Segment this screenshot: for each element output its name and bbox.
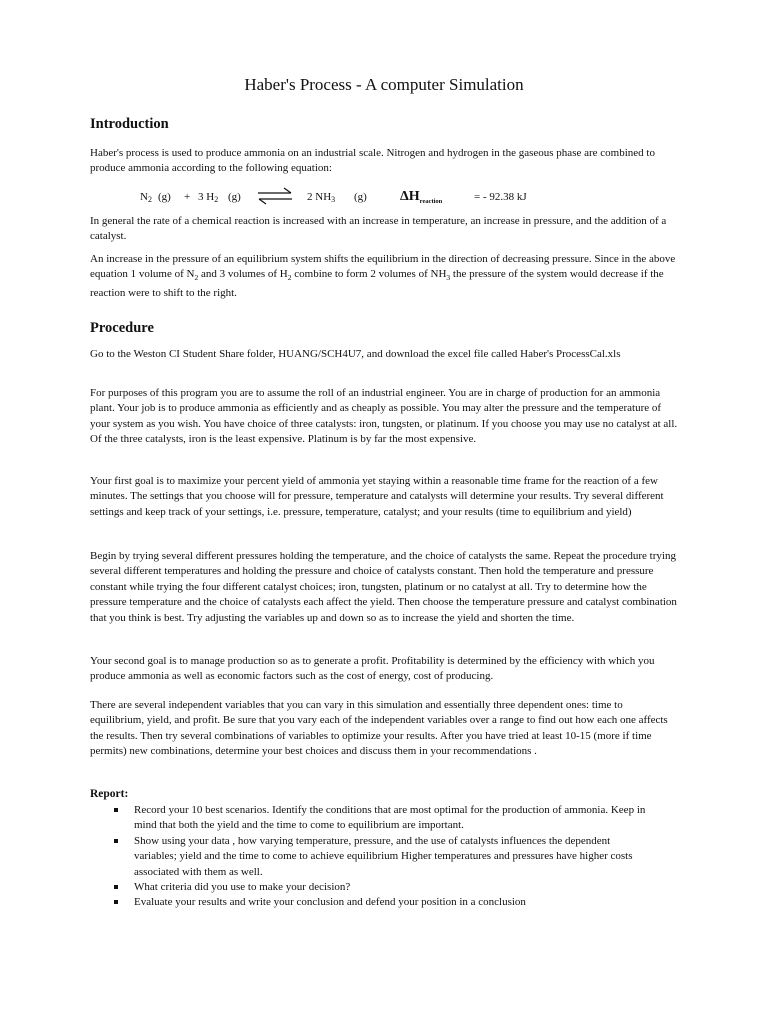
enthalpy-symbol: $\Delta H_{reaction}$	[400, 189, 443, 205]
bullet-icon	[114, 885, 118, 889]
report-item: What criteria did you use to make your decision?	[110, 880, 650, 895]
document-title: Haber's Process - A computer Simulation	[244, 75, 524, 94]
report-item: Evaluate your results and write your conclusion and defend your position in a conclusion	[110, 895, 650, 910]
procedure-paragraph-2: For purposes of this program you are to assume the roll of an industrial engineer. You are in charge of production for an ammonia plant. Your job is to produce ammonia as efficiently and as cheaply as possible. You may alter the pressure and the temperature of your system as you wish. You have choice of three catalysts: iron, tungsten, or platinum. If you choose you may use no catalyst at all. Of the three catalysts, iron is the least expensive. Platinum is by far the most expensive.	[90, 387, 678, 446]
equation-h2: 3 $H_2$	[198, 191, 219, 204]
bullet-icon	[114, 900, 118, 904]
intro-paragraph-3: An increase in the pressure of an equilibrium system shifts the equilibrium in the direction of decreasing pressure. Since in the above equation 1 volume of $N_2$ and 3 volumes of $H_2$ combine to form 2 volumes of $NH_3$ the pressure of the system would decrease if the reaction were to shift to the right.	[90, 253, 676, 299]
report-item: Show using your data , how varying temperature, pressure, and the use of catalysts influences the dependent variables; yield and the time to come to achieve equilibrium Higher temperatures and pressures have higher costs associated with them as well.	[110, 834, 650, 880]
bullet-icon	[114, 808, 118, 812]
equation-plus: +	[184, 191, 191, 203]
equation-state-2: (g)	[228, 191, 241, 203]
report-list	[110, 803, 650, 911]
intro-paragraph-1: Haber's process is used to produce ammonia on an industrial scale. Nitrogen and hydrogen in the gaseous phase are combined to produce ammonia according to the following equation:	[90, 147, 655, 175]
equation-state-1: (g)	[158, 191, 171, 203]
intro-paragraph-2: In general the rate of a chemical reaction is increased with an increase in temperature, an increase in pressure, and the addition of a catalyst.	[90, 215, 667, 243]
procedure-paragraph-4: Begin by trying several different pressures holding the temperature, and the choice of catalysts the same. Repeat the procedure trying several different temperatures and holding the pressure and choice of catalysts constant. Then hold the temperature and pressure constant while trying the four different catalyst choices; iron, tungsten, platinum or no catalyst at all. Try to determine how the pressure temperature and the choice of catalysts each affect the yield. Then choose the temperature pressure and catalyst combination that you think is best. Try adjusting the variables up and down so as to increase the yield and shorten the time.	[90, 550, 677, 624]
procedure-paragraph-1: Go to the Weston CI Student Share folder, HUANG/SCH4U7, and download the excel file called Haber's ProcessCal.xls	[90, 348, 621, 360]
chemical-equation	[140, 184, 660, 210]
bullet-icon	[114, 839, 118, 843]
equation-n2: $N_2$	[140, 191, 152, 204]
procedure-paragraph-3: Your first goal is to maximize your percent yield of ammonia yet staying within a reasonable time frame for the reaction of a few minutes. The settings that you choose will for pressure, temperature and catalysts will determine your results. Try several different settings and keep track of your settings, i.e. pressure, temperature, catalyst; and your results (time to equilibrium and yield)	[90, 475, 664, 518]
procedure-heading: Procedure	[90, 320, 154, 336]
procedure-paragraph-5: Your second goal is to manage production so as to generate a profit. Profitability is determined by the efficiency with which you produce ammonia as well as economic factors such as the cost of energy, cost of producing.	[90, 655, 655, 683]
procedure-paragraph-6: There are several independent variables that you can vary in this simulation and essentially three dependent ones: time to equilibrium, yield, and profit. Be sure that you vary each of the independent variables over a range to find out how each one affects the results. Then try several combinations of variables to optimize your results. After you have tried at least 10-15 (more if time permits) new combinations, determine your best choices and discuss them in your recommendations .	[90, 699, 668, 758]
equilibrium-arrows-icon	[257, 187, 293, 205]
equation-state-3: (g)	[354, 191, 367, 203]
enthalpy-value: = - 92.38 kJ	[474, 191, 527, 203]
report-item: Record your 10 best scenarios. Identify the conditions that are most optimal for the production of ammonia. Keep in mind that both the yield and the time to come to equilibrium are important.	[110, 803, 650, 834]
report-heading: Report:	[90, 788, 129, 800]
introduction-heading: Introduction	[90, 116, 169, 132]
equation-nh3: 2 $NH_3$	[307, 191, 336, 204]
